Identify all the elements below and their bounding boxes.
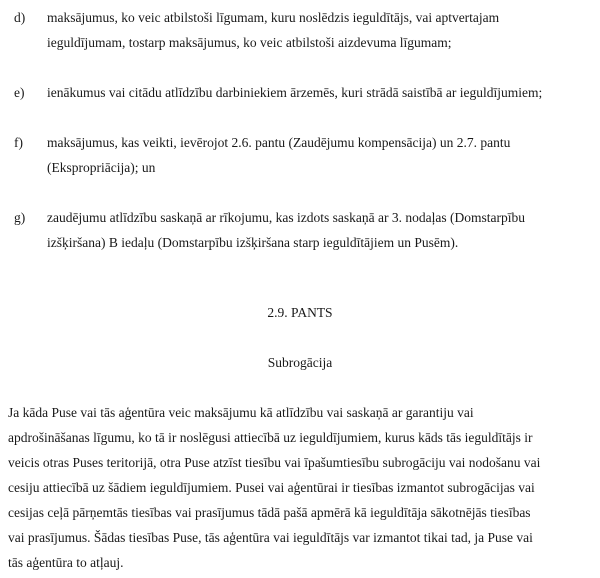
paragraph-line: cesiju attiecībā uz šādiem ieguldījumiem. Pusei vai aģentūrai ir tiesības izmantot subrogācijas vai (8, 480, 535, 495)
body-paragraph (8, 400, 592, 575)
text-line: zaudējumu atlīdzību saskaņā ar rīkojumu, kas izdots saskaņā ar 3. nodaļas (Domstarpību (47, 210, 525, 225)
text-line: izšķiršana) B iedaļu (Domstarpību izšķiršana starp ieguldītājiem un Pusēm). (47, 235, 459, 250)
paragraph-line: veicis otras Puses teritorijā, otra Puse atzīst tiesību vai īpašumtiesību subrogāciju vai nodošanu vai (8, 455, 541, 470)
paragraph-line: apdrošināšanas līgumu, ko tā ir noslēgusi attiecībā uz ieguldījumiem, kurus kāds tās ieguldītājs ir (8, 430, 533, 445)
list-item-marker: d) (14, 10, 26, 25)
text-line: maksājumus, ko veic atbilstoši līgumam, kuru noslēdzis ieguldītājs, vai aptvertajam (47, 10, 500, 25)
list-item-f (8, 130, 592, 180)
text-line: ienākumus vai citādu atlīdzību darbiniekiem ārzemēs, kuri strādā saistībā ar ieguldījumiem; (47, 85, 543, 100)
article-title: Subrogācija (267, 355, 333, 370)
text-line: maksājumus, kas veikti, ievērojot 2.6. pantu (Zaudējumu kompensācija) un 2.7. pantu (47, 135, 511, 150)
list-item-marker: g) (14, 210, 26, 225)
list-item-d (8, 5, 592, 55)
paragraph-line: cesijas ceļā pārņemtās tiesības vai prasījumus tādā pašā apmērā kā ieguldītāja sākotnējās tiesības (8, 505, 531, 520)
text-line: (Ekspropriācija); un (47, 160, 156, 175)
paragraph-line: vai prasījumus. Šādas tiesības Puse, tās aģentūra vai ieguldītājs var izmantot tikai tad, ja Puse vai (8, 530, 533, 545)
paragraph-line: Ja kāda Puse vai tās aģentūra veic maksājumu kā atlīdzību vai saskaņā ar garantiju vai (8, 405, 474, 420)
list-item-marker: f) (14, 135, 23, 150)
paragraph-line: tās aģentūra to atļauj. (8, 555, 124, 570)
list-item-g (8, 205, 592, 255)
text-line: ieguldījumam, tostarp maksājumus, ko veic atbilstoši aizdevuma līgumam; (47, 35, 452, 50)
list-item-text (47, 80, 592, 105)
list-item-text (47, 130, 592, 180)
list-item-marker: e) (14, 85, 25, 100)
article-heading: 2.9. PANTS (267, 305, 333, 320)
list-item-text (47, 205, 592, 255)
list-item-e (8, 80, 592, 105)
list-item-text (47, 5, 592, 55)
